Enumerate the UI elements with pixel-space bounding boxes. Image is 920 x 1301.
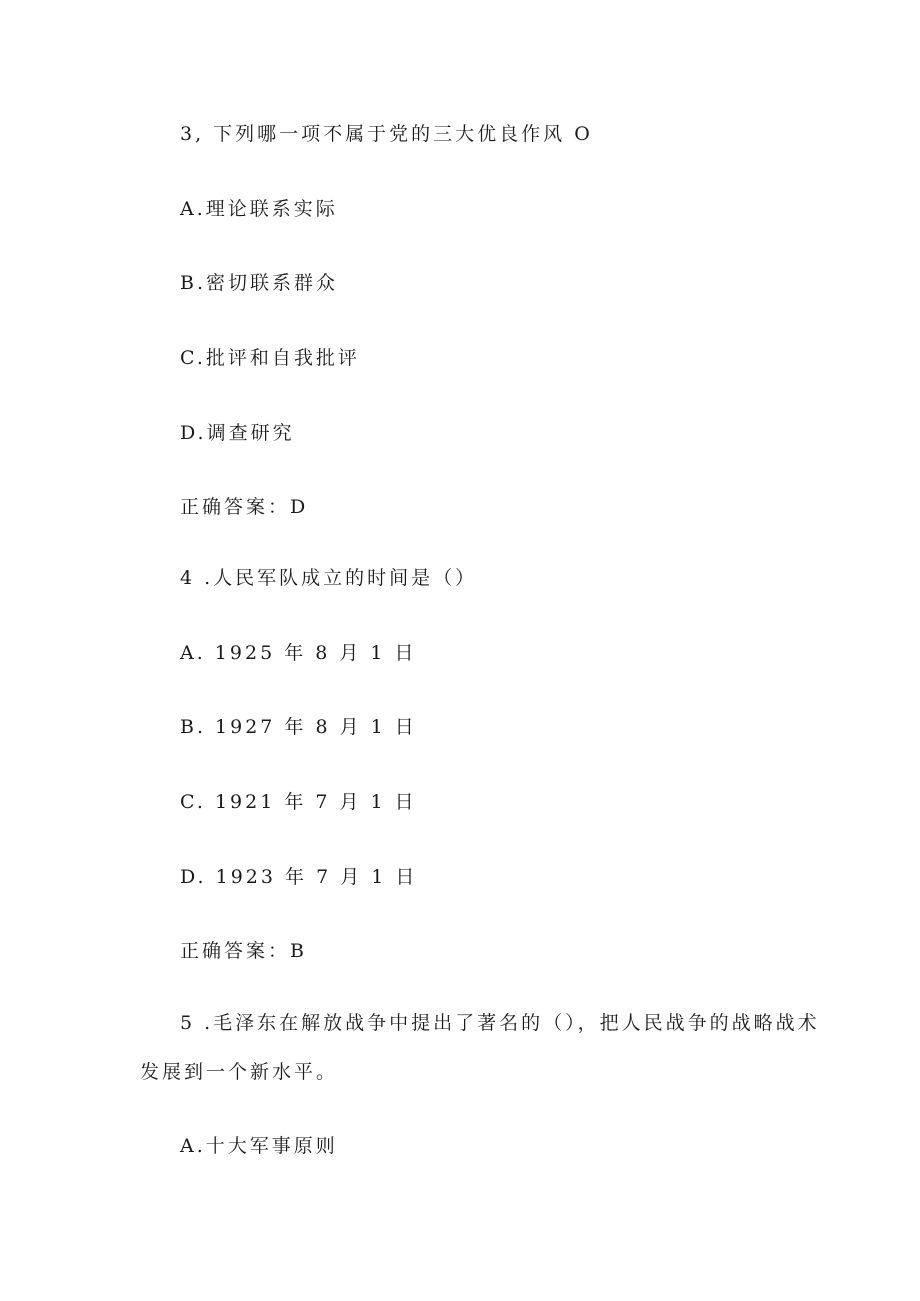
question-3-answer: 正确答案：D xyxy=(180,496,309,518)
question-3-option-d: D.调查研究 xyxy=(180,422,295,444)
question-4-option-a: A. 1925 年 8 月 1 日 xyxy=(180,642,417,664)
question-4-stem: 4 .人民军队成立的时间是（） xyxy=(180,567,478,589)
question-4-option-d: D. 1923 年 7 月 1 日 xyxy=(180,866,418,888)
question-3-stem: 3, 下列哪一项不属于党的三大优良作风 O xyxy=(180,123,593,145)
question-5-stem: 5 .毛泽东在解放战争中提出了著名的（），把人民战争的战略战术 xyxy=(180,1012,820,1034)
question-5-stem-continued: 发展到一个新水平。 xyxy=(140,1061,339,1083)
question-4-option-b: B. 1927 年 8 月 1 日 xyxy=(180,716,417,738)
question-3-option-c: C.批评和自我批评 xyxy=(180,347,360,369)
question-5-option-a: A.十大军事原则 xyxy=(180,1135,338,1157)
question-4-option-c: C. 1921 年 7 月 1 日 xyxy=(180,791,417,813)
question-3-option-b: B.密切联系群众 xyxy=(180,272,339,294)
question-3-option-a: A.理论联系实际 xyxy=(180,198,338,220)
question-4-answer: 正确答案：B xyxy=(180,940,307,962)
